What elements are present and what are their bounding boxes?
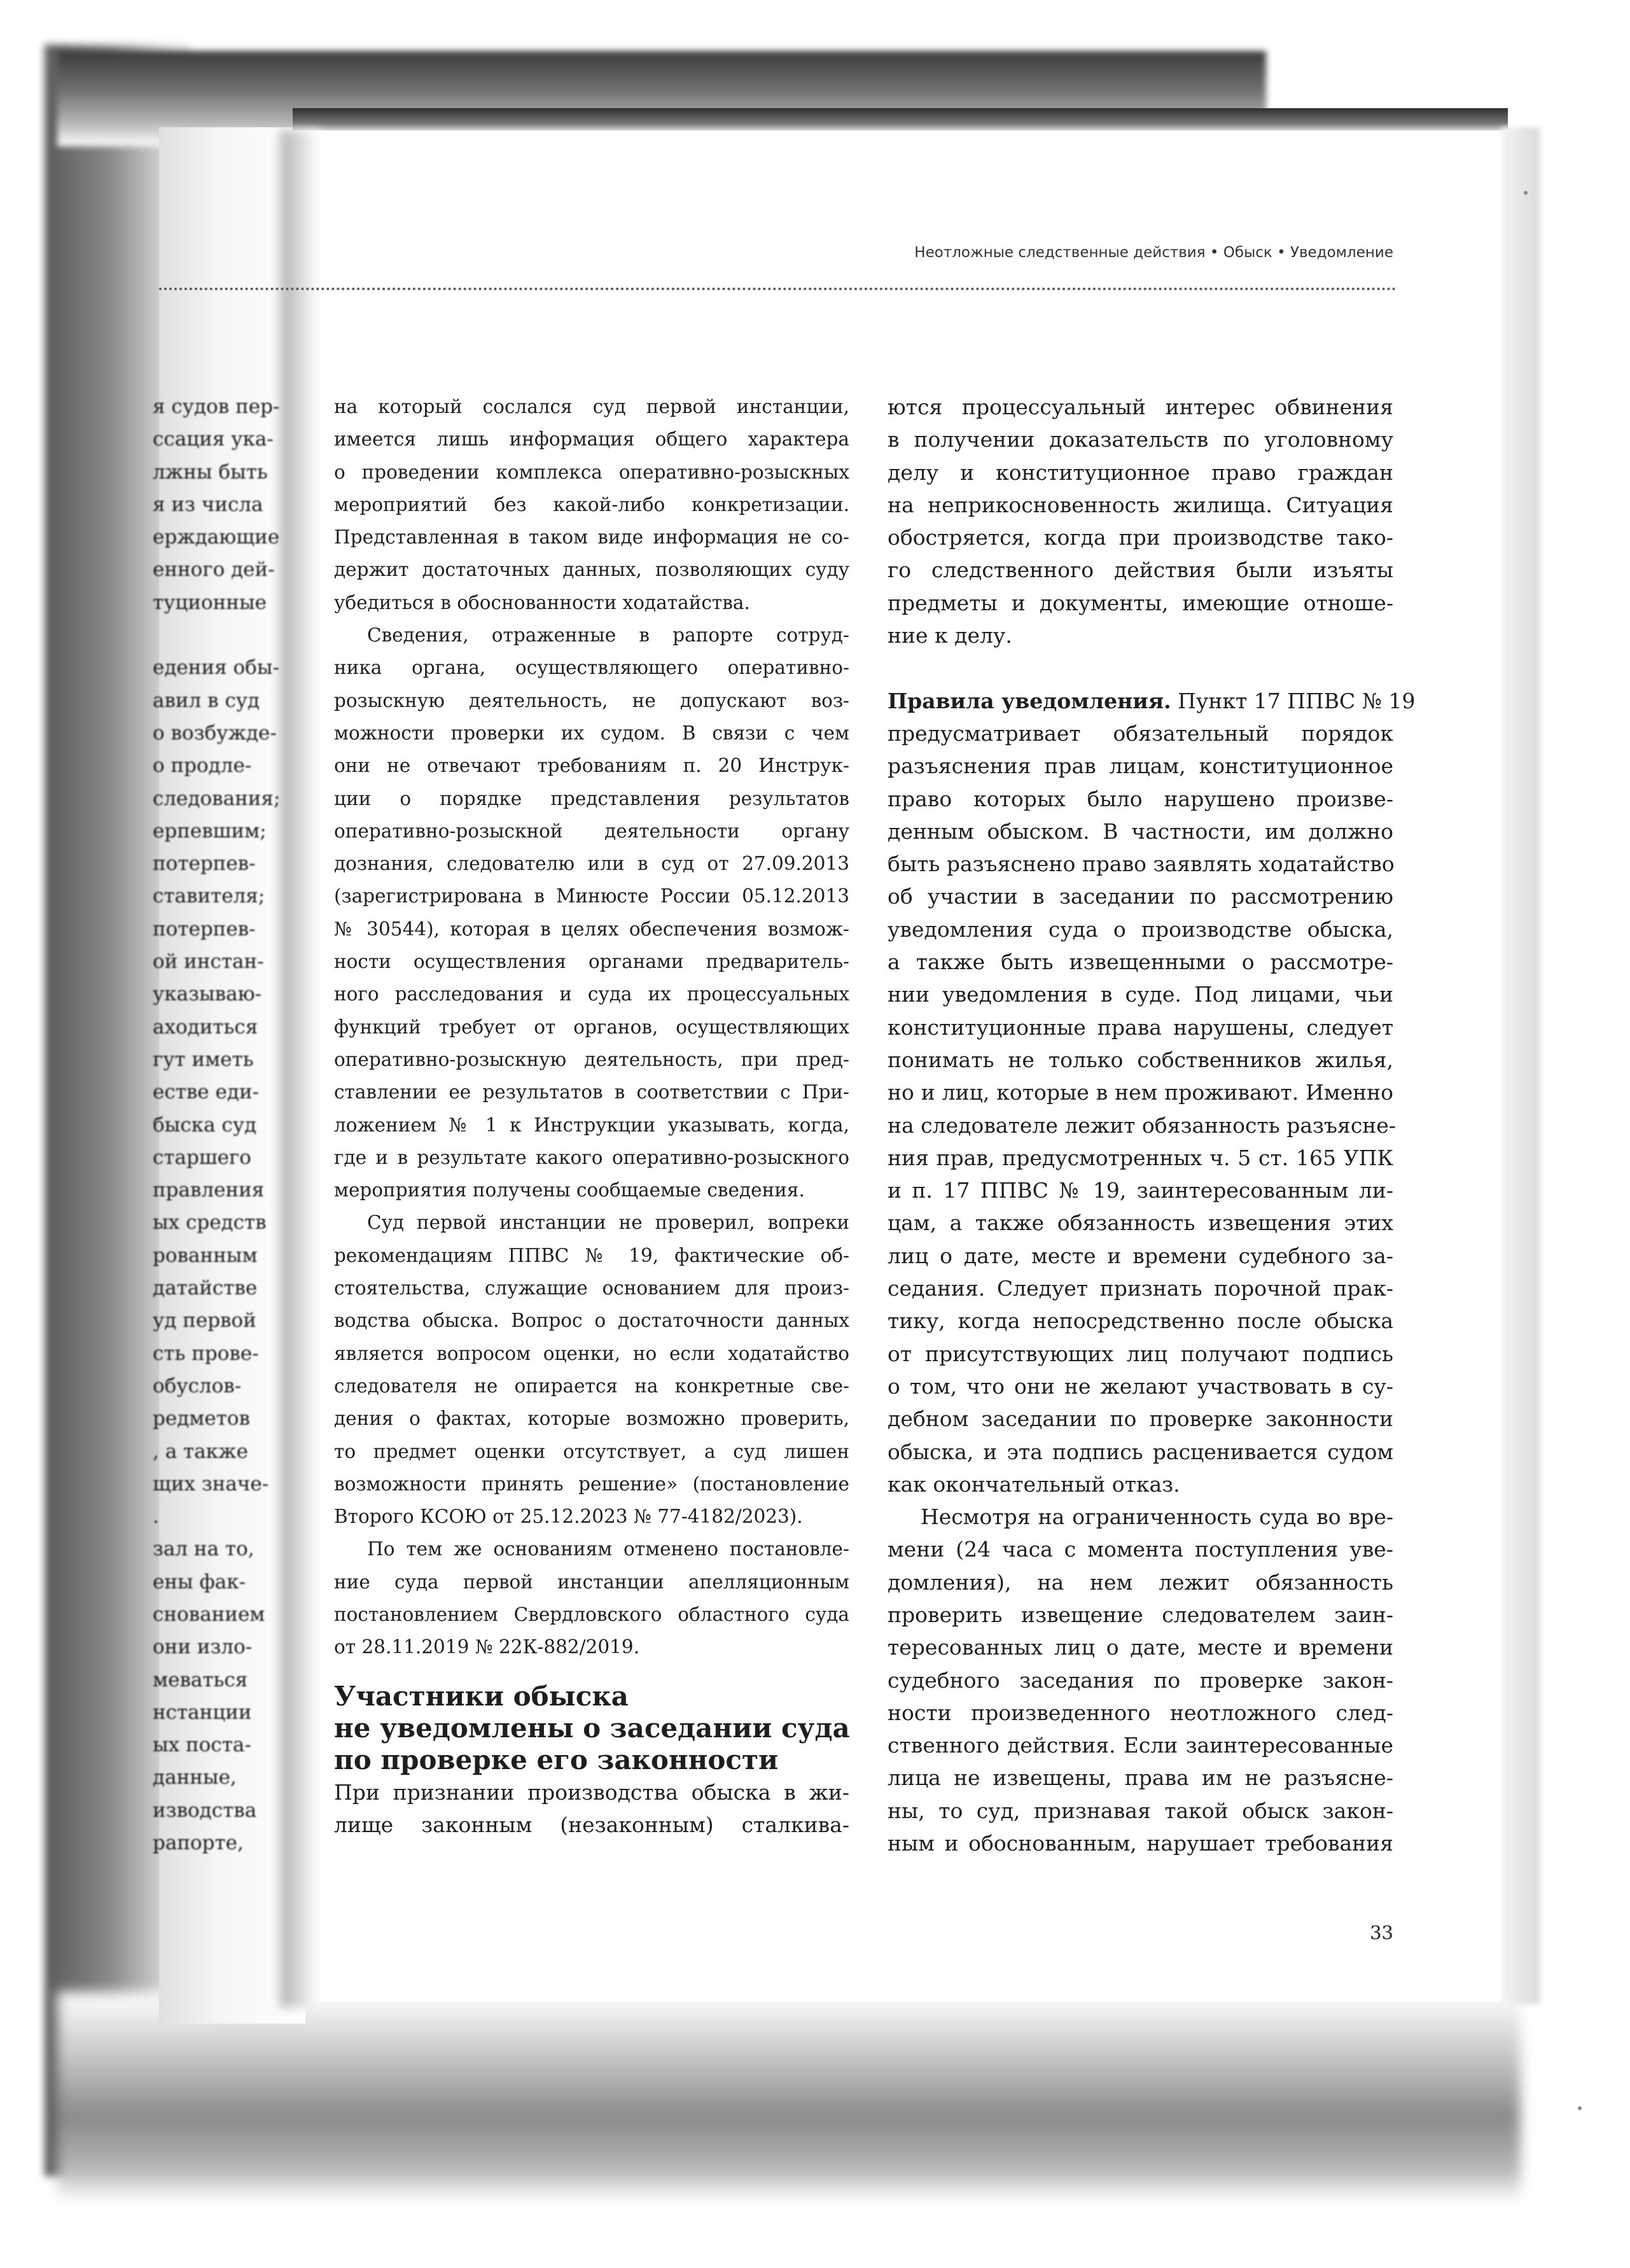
paragraph-line: стоятельства, служащие основанием для произ-	[334, 1277, 849, 1299]
page-top-edge	[293, 108, 1508, 134]
paragraph-line: обостряется, когда при производстве тако-	[888, 525, 1393, 550]
paragraph-line: тику, когда непосредственно после обыска	[888, 1308, 1393, 1334]
paragraph-line: ности осуществления органами предваритель-	[334, 951, 849, 973]
paragraph-line: седания. Следует признать порочной прак-	[888, 1276, 1393, 1301]
paragraph-line: ложением № 1 к Инструкции указывать, когда,	[334, 1114, 849, 1136]
fragment-line: я из числа	[153, 493, 263, 516]
paragraph-line: лиц о дате, месте и времени судебного за-	[888, 1243, 1393, 1268]
paragraph-line: денным обыском. В частности, им должно	[888, 818, 1393, 844]
heading-line: по проверке его законности	[334, 1744, 779, 1775]
paragraph-line: мени (24 часа с момента поступления уве-	[888, 1537, 1393, 1562]
paragraph-line: мероприятий без какой-либо конкретизации.	[334, 493, 849, 515]
fragment-line: указываю-	[153, 983, 262, 1006]
paragraph-line: но и лиц, которые в нем проживают. Именно	[888, 1080, 1393, 1105]
fragment-line: ены фак-	[153, 1570, 246, 1593]
paragraph-line: лица не извещены, права им не разъясне-	[888, 1765, 1393, 1791]
paragraph-line: ставлении ее результатов в соответствии с При-	[334, 1081, 849, 1103]
fragment-line: старшего	[153, 1145, 251, 1169]
paragraph-line: Суд первой инстанции не проверил, вопреки	[367, 1212, 849, 1234]
fragment-line: щих значе-	[153, 1472, 269, 1495]
fragment-line: гут иметь	[153, 1047, 254, 1071]
paragraph-line: обыска, и эта подпись расценивается судом	[888, 1439, 1393, 1464]
paragraph-line: Второго КСОЮ от 25.12.2023 № 77-4182/2023).	[334, 1506, 803, 1528]
paragraph-line: оперативно-розыскной деятельности органу	[334, 820, 849, 842]
paragraph-line: судебного заседания по проверке закон-	[888, 1667, 1393, 1693]
paragraph-line: право которых было нарушено произве-	[888, 786, 1393, 811]
paragraph-line: ности произведенного неотложного след-	[888, 1700, 1393, 1725]
paragraph-line: Несмотря на ограниченность суда во вре-	[921, 1504, 1393, 1530]
header-dotted-rule	[159, 288, 1397, 290]
paragraph-line: ние суда первой инстанции апелляционным	[334, 1571, 849, 1593]
paragraph-line: конституционные права нарушены, следует	[888, 1014, 1393, 1040]
section-heading	[334, 1681, 849, 1776]
paragraph-line: водства обыска. Вопрос о достаточности данных	[334, 1310, 849, 1332]
paragraph-line: об участии в заседании по рассмотрению	[888, 884, 1393, 909]
fragment-line: ой инстан-	[153, 950, 264, 974]
fragment-line: , а также	[153, 1439, 248, 1463]
paragraph-line: цам, а также обязанность извещения этих	[888, 1210, 1393, 1236]
scan-speck	[1524, 191, 1528, 195]
paragraph-line: ного расследования и суда их процессуальных	[334, 983, 849, 1005]
paragraph-line: розыскную деятельность, не допускают воз-	[334, 689, 849, 711]
paragraph-line: нии уведомления в суде. Под лицами, чьи	[888, 982, 1393, 1007]
fragment-line: данные,	[153, 1766, 237, 1789]
paragraph-lead-bold: Правила уведомления.	[888, 688, 1171, 713]
paragraph-line: где и в результате какого оперативно-розыскного	[334, 1146, 849, 1168]
fragment-line: ых поста-	[153, 1733, 251, 1757]
right-column	[888, 391, 1416, 1859]
paragraph-line: убедиться в обоснованности ходатайства.	[334, 591, 750, 613]
fragment-line: рованным	[153, 1243, 258, 1267]
page-shadow-right	[1501, 127, 1540, 2005]
heading-line: Участники обыска	[334, 1680, 629, 1712]
fragment-line: енного дей-	[153, 558, 275, 582]
paragraph-line: оперативно-розыскную деятельность, при пред-	[334, 1048, 849, 1070]
paragraph-line	[888, 685, 1416, 717]
fragment-line: ых средств	[153, 1211, 267, 1235]
scan-speck	[1578, 2106, 1582, 2110]
paragraph-line: понимать не только собственников жилья,	[888, 1047, 1393, 1072]
paragraph-line: о проведении комплекса оперативно-розыскных	[334, 461, 849, 483]
paragraph-line: При признании производства обыска в жи-	[334, 1779, 849, 1805]
paragraph-line: проверить извещение следователем заин-	[888, 1602, 1393, 1627]
paragraph-line: на который сослался суд первой инстанции,	[334, 396, 849, 417]
fragment-line: ерпевшим;	[153, 819, 267, 843]
paragraph-line: от присутствующих лиц получают подпись	[888, 1341, 1393, 1366]
paragraph-line: дебном заседании по проверке законности	[888, 1406, 1393, 1432]
fragment-line: они изло-	[153, 1635, 253, 1659]
fragment-line: .	[153, 1505, 159, 1529]
paragraph-line: рекомендациям ППВС № 19, фактические об-	[334, 1244, 849, 1266]
fragment-line: зал на то,	[153, 1537, 254, 1561]
paragraph-line: Сведения, отраженные в рапорте сотруд-	[367, 624, 849, 647]
paragraph-line: ются процессуальный интерес обвинения	[888, 395, 1393, 419]
fragment-line: я судов пер-	[153, 395, 280, 418]
paragraph-line: разъяснения прав лицам, конституционное	[888, 753, 1393, 779]
paragraph-line: а также быть извещенными о рассмотре-	[888, 949, 1393, 975]
fragment-line: аходиться	[153, 1015, 258, 1039]
page-number: 33	[1370, 1922, 1393, 1943]
paragraph-line: лище законным (незаконным) сталкива-	[334, 1812, 849, 1837]
paragraph-line: № 30544), которая в целях обеспечения возмож-	[334, 918, 849, 940]
paragraph-line: ции о порядке представления результатов	[334, 787, 849, 809]
fragment-line: ерждающие	[153, 526, 280, 549]
paragraph-line: от 28.11.2019 № 22К-882/2019.	[334, 1636, 640, 1658]
paragraph-line: можности проверки их судом. В связи с чем	[334, 722, 849, 744]
fragment-line: о возбужде-	[153, 721, 277, 745]
paragraph-line: дознания, следователю или в суд от 27.09.2013	[334, 853, 849, 875]
paragraph-line: ние к делу.	[888, 623, 1012, 648]
fragment-line	[153, 619, 286, 652]
fragment-line: меваться	[153, 1668, 248, 1691]
fragment-line: рапорте,	[153, 1831, 244, 1855]
fragment-line: о продле-	[153, 754, 252, 778]
paragraph-line: тересованных лиц о дате, месте и времени	[888, 1635, 1393, 1660]
paragraph-line: ния прав, предусмотренных ч. 5 ст. 165 УПК	[888, 1145, 1393, 1170]
paragraph-line: предусматривает обязательный порядок	[888, 720, 1393, 746]
paragraph-line: го следственного действия были изъяты	[888, 557, 1393, 583]
paragraph-line: делу и конституционное право граждан	[888, 459, 1393, 485]
paragraph-line: на следователе лежит обязанность разъясне-	[888, 1112, 1396, 1138]
paragraph-line: о том, что они не желают участвовать в су-	[888, 1373, 1393, 1399]
paragraph-line: держит достаточных данных, позволяющих суду	[334, 559, 849, 581]
paragraph-line: мероприятия получены сообщаемые сведения.	[334, 1179, 805, 1201]
fragment-line: потерпев-	[153, 852, 256, 876]
previous-page-text-fragment	[153, 391, 286, 1859]
running-header: Неотложные следственные действия • Обыск • Уведомление	[914, 244, 1393, 261]
fragment-line: датайстве	[153, 1277, 258, 1300]
fragment-line: обуслов-	[153, 1374, 242, 1397]
fragment-line: следования;	[153, 787, 281, 810]
heading-line: не уведомлены о заседании суда	[334, 1712, 850, 1744]
fragment-line: едения обы-	[153, 656, 279, 680]
fragment-line: изводства	[153, 1798, 257, 1822]
paragraph-line: ны, то суд, признавая такой обыск закон-	[888, 1798, 1393, 1823]
paragraph-line: ственного действия. Если заинтересованные	[888, 1733, 1393, 1758]
paragraph-line: ным и обоснованным, нарушает требования	[888, 1831, 1393, 1856]
paragraph-line: уведомления суда о производстве обыска,	[888, 916, 1393, 942]
paragraph-line: (зарегистрирована в Минюсте России 05.12.2013	[334, 885, 849, 907]
paragraph-line: домления), на нем лежит обязанность	[888, 1569, 1393, 1595]
fragment-line: лжны быть	[153, 460, 268, 484]
paragraph-line: По тем же основаниям отменено постановле-	[367, 1538, 849, 1560]
fragment-line: сть прове-	[153, 1341, 259, 1365]
paragraph-line: ника органа, осуществляющего оперативно-	[334, 657, 849, 679]
fragment-line: потерпев-	[153, 917, 256, 941]
paragraph-line: они не отвечают требованиям п. 20 Инструк-	[334, 755, 849, 777]
paragraph-line: как окончательный отказ.	[888, 1471, 1180, 1497]
paragraph-line: имеется лишь информация общего характера	[334, 428, 849, 451]
fragment-line: нстанции	[153, 1700, 252, 1724]
paragraph-line: на неприкосновенность жилища. Ситуация	[888, 492, 1393, 517]
fragment-line: ставителя;	[153, 885, 265, 908]
fragment-line: ссация ука-	[153, 428, 274, 451]
paragraph-line: является вопросом оценки, но если ходатайство	[334, 1342, 849, 1364]
fragment-line: редметов	[153, 1407, 251, 1431]
fragment-line: естве еди-	[153, 1081, 260, 1104]
paragraph-line: постановлением Свердловского областного суда	[334, 1603, 849, 1625]
paragraph-line: предметы и документы, имеющие отноше-	[888, 590, 1393, 615]
paragraph-lead-rest: Пункт 17 ППВС № 19	[1178, 688, 1416, 713]
paragraph-line: следователя не опирается на конкретные све-	[334, 1375, 849, 1397]
paragraph-line: быть разъяснено право заявлять ходатайство	[888, 851, 1395, 877]
fragment-line: авил в суд	[153, 689, 260, 712]
fragment-line: правления	[153, 1179, 265, 1202]
paragraph-line: то предмет оценки отсутствует, а суд лишен	[334, 1440, 849, 1462]
fragment-line: уд первой	[153, 1309, 256, 1333]
fragment-line: быска суд	[153, 1113, 257, 1137]
paragraph-line: в получении доказательств по уголовному	[888, 427, 1393, 452]
fragment-line: снованием	[153, 1602, 265, 1626]
middle-column	[334, 391, 849, 1841]
paragraph-line: и п. 17 ППВС № 19, заинтересованным ли-	[888, 1178, 1393, 1203]
paragraph-line: возможности принять решение» (постановление	[334, 1473, 849, 1495]
fragment-line: туционные	[153, 591, 267, 614]
paragraph-line: функций требует от органов, осуществляющих	[334, 1016, 849, 1038]
paragraph-line: дения о фактах, которые возможно проверить,	[334, 1408, 849, 1430]
paragraph-line: Представленная в таком виде информация не со-	[334, 526, 849, 549]
